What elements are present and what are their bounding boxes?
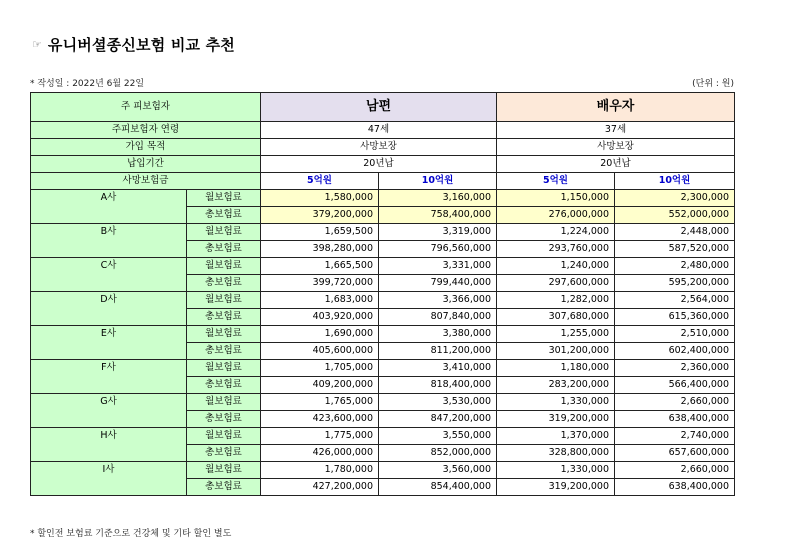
total-premium-label: 총보험료 bbox=[187, 479, 261, 496]
total-premium-label: 총보험료 bbox=[187, 343, 261, 360]
spouse-benefit-10: 10억원 bbox=[615, 173, 735, 190]
monthly-premium-value: 1,282,000 bbox=[497, 292, 615, 309]
spouse-age: 37세 bbox=[497, 122, 735, 139]
total-premium-value: 638,400,000 bbox=[615, 411, 735, 428]
title-text: 유니버셜종신보험 비교 추천 bbox=[47, 35, 236, 54]
husband-header: 남편 bbox=[261, 93, 497, 122]
monthly-premium-value: 2,660,000 bbox=[615, 394, 735, 411]
table-row bbox=[31, 224, 735, 241]
husband-benefit-10: 10억원 bbox=[379, 173, 497, 190]
monthly-premium-label: 월보험료 bbox=[187, 326, 261, 343]
monthly-premium-value: 3,380,000 bbox=[379, 326, 497, 343]
total-premium-value: 319,200,000 bbox=[497, 479, 615, 496]
monthly-premium-value: 2,510,000 bbox=[615, 326, 735, 343]
table-row bbox=[31, 394, 735, 411]
monthly-premium-value: 2,564,000 bbox=[615, 292, 735, 309]
total-premium-value: 293,760,000 bbox=[497, 241, 615, 258]
table-row bbox=[31, 360, 735, 377]
purpose-row bbox=[31, 139, 735, 156]
total-premium-value: 811,200,000 bbox=[379, 343, 497, 360]
table-row bbox=[31, 292, 735, 309]
monthly-premium-value: 2,300,000 bbox=[615, 190, 735, 207]
monthly-premium-value: 1,150,000 bbox=[497, 190, 615, 207]
monthly-premium-value: 1,765,000 bbox=[261, 394, 379, 411]
company-name: D사 bbox=[31, 292, 187, 326]
total-premium-value: 409,200,000 bbox=[261, 377, 379, 394]
husband-benefit-5: 5억원 bbox=[261, 173, 379, 190]
monthly-premium-label: 월보험료 bbox=[187, 428, 261, 445]
total-premium-value: 379,200,000 bbox=[261, 207, 379, 224]
monthly-premium-label: 월보험료 bbox=[187, 462, 261, 479]
total-premium-label: 총보험료 bbox=[187, 275, 261, 292]
total-premium-value: 854,400,000 bbox=[379, 479, 497, 496]
total-premium-value: 398,280,000 bbox=[261, 241, 379, 258]
spouse-term: 20년납 bbox=[497, 156, 735, 173]
header-row bbox=[31, 93, 735, 122]
monthly-premium-value: 1,659,500 bbox=[261, 224, 379, 241]
total-premium-value: 595,200,000 bbox=[615, 275, 735, 292]
hand-pointing-icon: ☞ bbox=[32, 37, 42, 51]
total-premium-label: 총보험료 bbox=[187, 411, 261, 428]
total-premium-value: 297,600,000 bbox=[497, 275, 615, 292]
monthly-premium-value: 2,360,000 bbox=[615, 360, 735, 377]
monthly-premium-value: 3,560,000 bbox=[379, 462, 497, 479]
monthly-premium-label: 월보험료 bbox=[187, 258, 261, 275]
monthly-premium-value: 1,224,000 bbox=[497, 224, 615, 241]
total-premium-value: 399,720,000 bbox=[261, 275, 379, 292]
spouse-benefit-5: 5억원 bbox=[497, 173, 615, 190]
total-premium-value: 283,200,000 bbox=[497, 377, 615, 394]
monthly-premium-value: 1,255,000 bbox=[497, 326, 615, 343]
table-row bbox=[31, 428, 735, 445]
table-row bbox=[31, 190, 735, 207]
total-premium-value: 807,840,000 bbox=[379, 309, 497, 326]
footnote: * 할인전 보험료 기준으로 건강체 및 기타 할인 별도 bbox=[30, 529, 232, 539]
monthly-premium-label: 월보험료 bbox=[187, 394, 261, 411]
spouse-header: 배우자 bbox=[497, 93, 735, 122]
total-premium-value: 602,400,000 bbox=[615, 343, 735, 360]
total-premium-label: 총보험료 bbox=[187, 377, 261, 394]
monthly-premium-value: 2,448,000 bbox=[615, 224, 735, 241]
age-row bbox=[31, 122, 735, 139]
monthly-premium-value: 2,740,000 bbox=[615, 428, 735, 445]
husband-term: 20년납 bbox=[261, 156, 497, 173]
monthly-premium-label: 월보험료 bbox=[187, 190, 261, 207]
table-row bbox=[31, 326, 735, 343]
benefit-row bbox=[31, 173, 735, 190]
monthly-premium-value: 1,180,000 bbox=[497, 360, 615, 377]
total-premium-value: 796,560,000 bbox=[379, 241, 497, 258]
total-premium-value: 638,400,000 bbox=[615, 479, 735, 496]
monthly-premium-value: 1,330,000 bbox=[497, 462, 615, 479]
monthly-premium-value: 1,240,000 bbox=[497, 258, 615, 275]
total-premium-value: 852,000,000 bbox=[379, 445, 497, 462]
total-premium-value: 423,600,000 bbox=[261, 411, 379, 428]
monthly-premium-value: 1,775,000 bbox=[261, 428, 379, 445]
monthly-premium-value: 3,410,000 bbox=[379, 360, 497, 377]
date-note: * 작성일 : 2022년 6월 22일 bbox=[30, 79, 145, 89]
company-name: G사 bbox=[31, 394, 187, 428]
total-premium-label: 총보험료 bbox=[187, 445, 261, 462]
purpose-label: 가입 목적 bbox=[31, 139, 261, 156]
table-row bbox=[31, 462, 735, 479]
total-premium-label: 총보험료 bbox=[187, 241, 261, 258]
total-premium-value: 758,400,000 bbox=[379, 207, 497, 224]
total-premium-value: 426,000,000 bbox=[261, 445, 379, 462]
monthly-premium-value: 3,319,000 bbox=[379, 224, 497, 241]
husband-age: 47세 bbox=[261, 122, 497, 139]
total-premium-value: 566,400,000 bbox=[615, 377, 735, 394]
company-name: C사 bbox=[31, 258, 187, 292]
company-name: B사 bbox=[31, 224, 187, 258]
monthly-premium-value: 3,530,000 bbox=[379, 394, 497, 411]
monthly-premium-value: 1,683,000 bbox=[261, 292, 379, 309]
total-premium-value: 799,440,000 bbox=[379, 275, 497, 292]
total-premium-value: 276,000,000 bbox=[497, 207, 615, 224]
total-premium-value: 405,600,000 bbox=[261, 343, 379, 360]
comparison-table bbox=[30, 92, 735, 496]
total-premium-value: 818,400,000 bbox=[379, 377, 497, 394]
total-premium-value: 657,600,000 bbox=[615, 445, 735, 462]
total-premium-value: 301,200,000 bbox=[497, 343, 615, 360]
spouse-purpose: 사망보장 bbox=[497, 139, 735, 156]
husband-purpose: 사망보장 bbox=[261, 139, 497, 156]
total-premium-value: 328,800,000 bbox=[497, 445, 615, 462]
total-premium-label: 총보험료 bbox=[187, 309, 261, 326]
company-name: H사 bbox=[31, 428, 187, 462]
total-premium-value: 307,680,000 bbox=[497, 309, 615, 326]
monthly-premium-value: 1,580,000 bbox=[261, 190, 379, 207]
monthly-premium-value: 1,370,000 bbox=[497, 428, 615, 445]
monthly-premium-value: 1,780,000 bbox=[261, 462, 379, 479]
total-premium-label: 총보험료 bbox=[187, 207, 261, 224]
total-premium-value: 427,200,000 bbox=[261, 479, 379, 496]
term-label: 납입기간 bbox=[31, 156, 261, 173]
monthly-premium-value: 2,660,000 bbox=[615, 462, 735, 479]
company-name: I사 bbox=[31, 462, 187, 496]
monthly-premium-value: 2,480,000 bbox=[615, 258, 735, 275]
benefit-label: 사망보험금 bbox=[31, 173, 261, 190]
monthly-premium-value: 3,160,000 bbox=[379, 190, 497, 207]
total-premium-value: 403,920,000 bbox=[261, 309, 379, 326]
total-premium-value: 587,520,000 bbox=[615, 241, 735, 258]
total-premium-value: 847,200,000 bbox=[379, 411, 497, 428]
insured-header: 주 피보험자 bbox=[31, 93, 261, 122]
unit-note: (단위 : 원) bbox=[692, 79, 734, 89]
monthly-premium-label: 월보험료 bbox=[187, 224, 261, 241]
company-name: E사 bbox=[31, 326, 187, 360]
monthly-premium-value: 3,550,000 bbox=[379, 428, 497, 445]
total-premium-value: 552,000,000 bbox=[615, 207, 735, 224]
total-premium-value: 615,360,000 bbox=[615, 309, 735, 326]
monthly-premium-value: 1,665,500 bbox=[261, 258, 379, 275]
total-premium-value: 319,200,000 bbox=[497, 411, 615, 428]
document-title bbox=[32, 34, 235, 54]
monthly-premium-label: 월보험료 bbox=[187, 360, 261, 377]
monthly-premium-value: 1,705,000 bbox=[261, 360, 379, 377]
monthly-premium-value: 3,331,000 bbox=[379, 258, 497, 275]
table-row bbox=[31, 258, 735, 275]
monthly-premium-value: 1,690,000 bbox=[261, 326, 379, 343]
monthly-premium-label: 월보험료 bbox=[187, 292, 261, 309]
monthly-premium-value: 3,366,000 bbox=[379, 292, 497, 309]
term-row bbox=[31, 156, 735, 173]
company-name: A사 bbox=[31, 190, 187, 224]
age-label: 주피보험자 연령 bbox=[31, 122, 261, 139]
company-name: F사 bbox=[31, 360, 187, 394]
monthly-premium-value: 1,330,000 bbox=[497, 394, 615, 411]
